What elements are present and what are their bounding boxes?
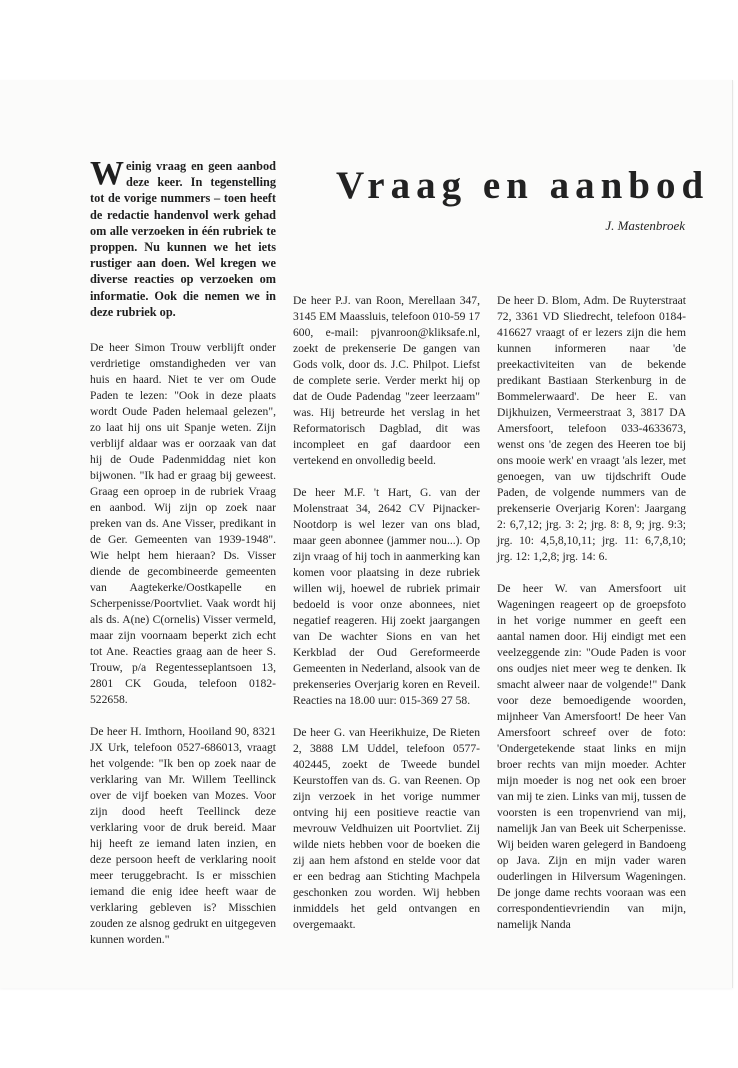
text-column-1 bbox=[90, 340, 276, 964]
intro-paragraph bbox=[90, 155, 276, 320]
article-author: J. Mastenbroek bbox=[605, 218, 685, 233]
article-title: Vraag en aanbod bbox=[336, 164, 710, 207]
paragraph: De heer P.J. van Roon, Merellaan 347, 3145 EM Maassluis, telefoon 010-59 17 600, e-mail: pjvanroon@kliksafe.nl, zoekt de prekenserie De gangen van Gods volk, door ds. J.C. Philpot. Liefst de complete serie. Verder merkt hij op dat de Oude Padendag "zeer leerzaam" was. Hij betreurde het verslag in het Reformatorisch Dagblad, dit was incompleet en gaf daardoor een vertekend en onvolledig beeld. bbox=[293, 294, 480, 467]
intro-text: einig vraag en geen aanbod deze keer. In tegenstelling tot de vorige nummers – toen heeft de redactie handenvol werk gehad om alle verzoeken in één rubriek te proppen. Nu kunnen we het iets rustiger aan doen. Wel kregen we diverse reacties op verzoeken om informatie. Ook die nemen we in deze rubriek op. bbox=[90, 159, 276, 319]
paragraph: De heer Simon Trouw verblijft onder verdrietige omstandigheden ver van huis en haard. Niet te ver om Oude Paden te lezen: "Ook in deze plaats wordt Oude Paden helemaal gelezen", zo laat hij ons uit Spanje weten. Zijn verblijf aldaar was er oorzaak van dat hij de Oude Padenmiddag niet kon bijwonen. "Ik had er graag bij geweest. Graag een oproep in de rubriek Vraag en aanbod. Wij zijn op zoek naar preken van ds. Ane Visser, predikant in de Ger. Gemeenten van 1939-1948". Wie helpt hem hieraan? Ds. Visser diende de gecombineerde gemeenten van Aagtekerke/Oostkapelle en Scherpenisse/Poortvliet. Vaak wordt hij als ds. A(ne) C(ornelis) Visser vermeld, maar zijn voornaam beperkt zich echt tot Ane. Reacties graag aan de heer S. Trouw, p/a Regentesseplantsoen 13, 2801 CK Gouda, telefoon 0182-522658. bbox=[90, 341, 276, 706]
paragraph: De heer G. van Heerikhuize, De Rieten 2, 3888 LM Uddel, telefoon 0577-402445, zoekt de Tweede bundel Keurstoffen van ds. G. van Reenen. Op zijn verzoek in het vorige nummer ontving hij een positieve reactie van mevrouw Veldhuizen uit Poortvliet. Zij wilde niets hebben voor de boeken die zij aan hem afstond en stelde voor dat er een bedrag aan Stichting Machpela geschonken zou worden. Wij hebben inmiddels het geld ontvangen en overgemaakt. bbox=[293, 726, 480, 931]
paragraph: De heer D. Blom, Adm. De Ruyterstraat 72, 3361 VD Sliedrecht, telefoon 0184-416627 vraagt of er lezers zijn die hem kunnen informeren naar 'de preekactiviteiten van de bekende predikant Bastiaan Sterkenburg in de Bommelerwaard'. De heer E. van Dijkhuizen, Vermeerstraat 3, 3817 DA Amersfoort, telefoon 033-4633673, wenst ons 'de zegen des Heeren toe bij ons mooie werk' en vraagt 'als lezer, met genoegen, van uw tijdschrift Oude Paden, de volgende nummers van de prekenserie Overjarig Koren': Jaargang 2: 6,7,12; jrg. 3: 2; jrg. 8: 8, 9; jrg. 9:3; jrg. 10: 4,5,8,10,11; jrg. 11: 6,7,8,10; jrg. 12: 1,2,8; jrg. 14: 6. bbox=[497, 294, 686, 563]
paragraph: De heer W. van Amersfoort uit Wageningen reageert op de groepsfoto in het vorige nummer en geeft een aantal namen door. Hij eindigt met een veelzeggende zin: "Oude Paden is voor ons oudjes niet meer weg te denken. Ik smacht alweer naar de volgende!" Dank voor deze bemoedigende woorden, mijnheer Van Amersfoort! De heer Van Amersfoort schreef over de foto: 'Ondergetekende staat links en mijn broer rechts van mijn moeder. Achter mijn moeder is nog net ook een broer van mij te zien. Links van mij, tussen de voorsten is een tropenvriend van mij, namelijk Jan van Beek uit Scherpenisse. Wij beiden waren gelegerd in Bandoeng op Java. Zijn en mijn vader waren ouderlingen in Hilversum Wageningen. De jonge dame rechts vooraan was een correspondentievriendin van mijn, namelijk Nanda bbox=[497, 582, 686, 931]
drop-cap: W bbox=[90, 155, 124, 192]
text-column-3 bbox=[497, 293, 686, 949]
text-column-2 bbox=[293, 293, 480, 949]
paragraph: De heer H. Imthorn, Hooiland 90, 8321 JX Urk, telefoon 0527-686013, vraagt het volgende: "Ik ben op zoek naar de verklaring van Mr. Willem Teellinck over de vijf boeken van Mozes. Voor zijn dood heeft Teellinck deze verklaring voor de druk bereid. Maar hij heeft ze iemand laten inzien, en deze persoon heeft de verklaring nooit meer teruggebracht. Is er misschien iemand die enig idee heeft waar de verklaring gebleven is? Misschien zouden ze alsnog gedrukt en uitgegeven kunnen worden." bbox=[90, 725, 276, 946]
paragraph: De heer M.F. 't Hart, G. van der Molenstraat 34, 2642 CV Pijnacker-Nootdorp is wel lezer van ons blad, maar geen abonnee (jammer nou...). Op zijn vraag of hij toch in aanmerking kan komen voor plaatsing in deze rubriek willen wij, hoewel de rubriek primair bedoeld is voor onze abonnees, niet negatief reageren. Hij zoekt jaargangen van De wachter Sions en van het Kerkblad der Oud Gereformeerde Gemeenten in Nederland, alsook van de prekenseries Overjarig koren en Reveil. Reacties na 18.00 uur: 015-369 27 58. bbox=[293, 486, 480, 707]
